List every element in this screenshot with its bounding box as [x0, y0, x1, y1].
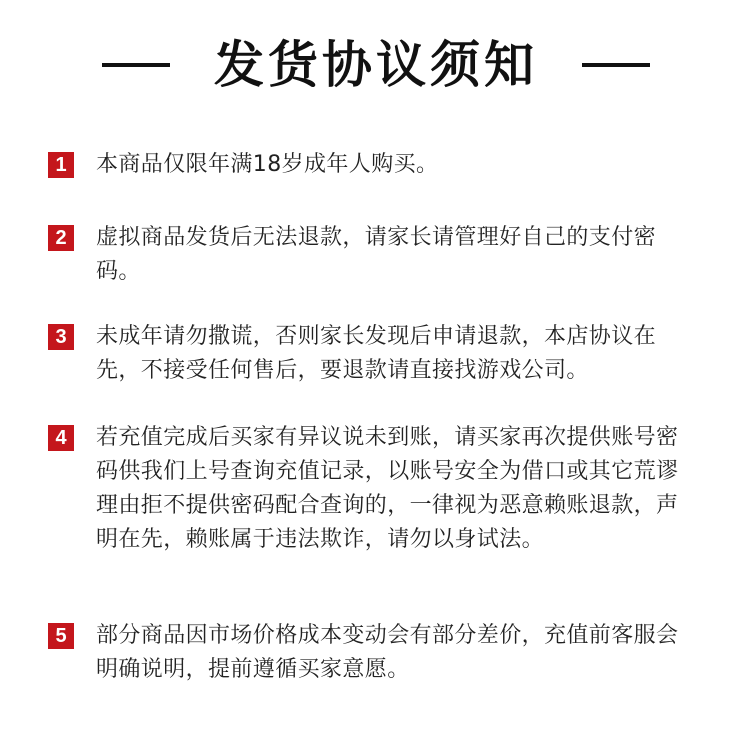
notice-text: 未成年请勿撒谎，否则家长发现后申请退款，本店协议在先，不接受任何售后，要退款请直接找游戏公司。: [96, 324, 657, 383]
title-right-dash: [582, 63, 650, 67]
item-number-badge: 4: [48, 425, 74, 451]
header: [0, 30, 750, 100]
item-number-badge: 2: [48, 225, 74, 251]
title-left-dash: [102, 63, 170, 67]
notice-text: 虚拟商品发货后无法退款，请家长请管理好自己的支付密码。: [96, 225, 657, 284]
item-number-badge: 3: [48, 324, 74, 350]
item-number-badge: 1: [48, 152, 74, 178]
item-number-badge: 5: [48, 623, 74, 649]
notice-text: 若充值完成后买家有异议说未到账，请买家再次提供账号密码供我们上号查询充值记录，以账号安全为借口或其它荒谬理由拒不提供密码配合查询的，一律视为恶意赖账退款，声明在先，赖账属于违法欺诈，请勿以身试法。: [96, 425, 679, 552]
notice-text: 部分商品因市场价格成本变动会有部分差价，充值前客服会明确说明，提前遵循买家意愿。: [96, 623, 679, 682]
page-title: 发货协议须知: [214, 36, 538, 94]
notice-text: 本商品仅限年满18岁成年人购买。: [96, 152, 439, 177]
